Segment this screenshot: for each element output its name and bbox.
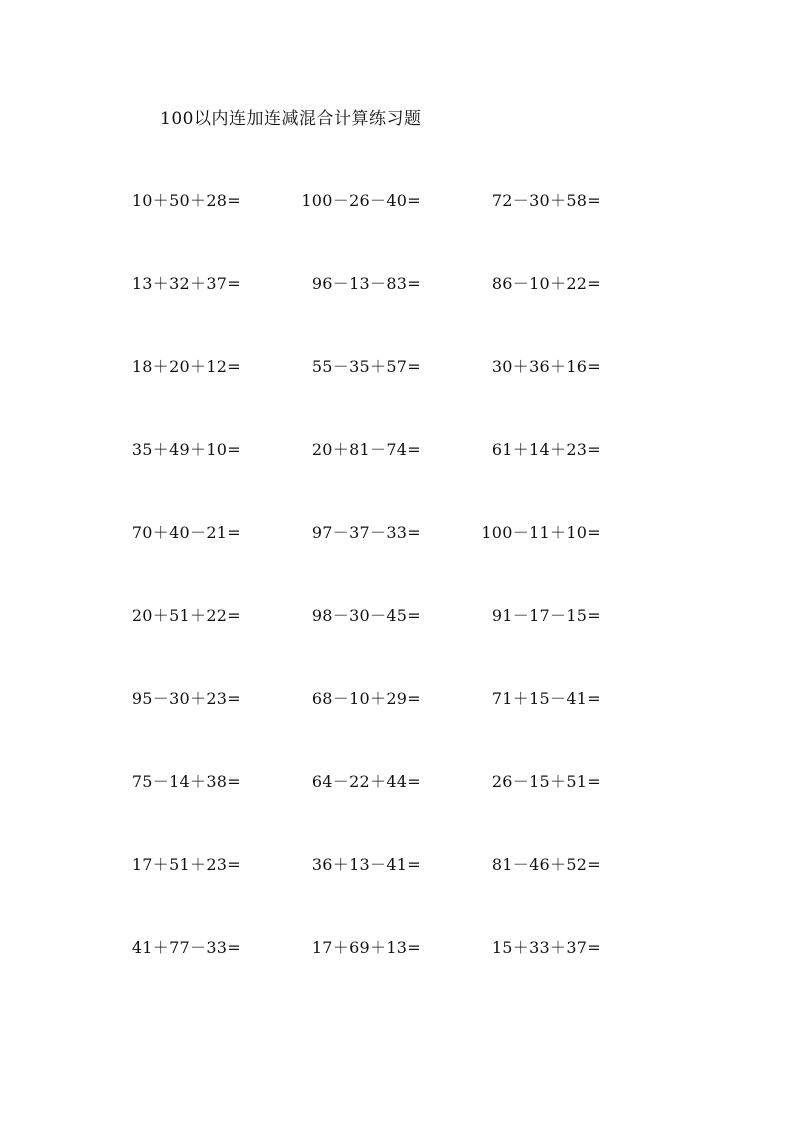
exercise-row (0, 271, 794, 354)
exercise-item: 95－30＋23= (131, 689, 241, 708)
exercise-item: 97－37－33= (311, 523, 421, 542)
exercise-item: 15＋33＋37= (491, 938, 601, 957)
exercise-row (0, 852, 794, 935)
exercise-row (0, 354, 794, 437)
exercise-row (0, 603, 794, 686)
exercise-row (0, 520, 794, 603)
exercise-item: 13＋32＋37= (131, 274, 241, 293)
exercise-item: 55－35＋57= (311, 357, 421, 376)
exercise-item: 18＋20＋12= (131, 357, 241, 376)
exercise-item: 100－11＋10= (481, 523, 601, 542)
exercise-item: 70＋40－21= (131, 523, 241, 542)
exercise-item: 64－22＋44= (311, 772, 421, 791)
exercise-item: 91－17－15= (491, 606, 601, 625)
exercise-item: 17＋69＋13= (311, 938, 421, 957)
exercise-item: 17＋51＋23= (131, 855, 241, 874)
exercise-item: 86－10＋22= (491, 274, 601, 293)
exercise-item: 72－30＋58= (491, 191, 601, 210)
exercise-grid (0, 188, 794, 1018)
exercise-item: 75－14＋38= (131, 772, 241, 791)
exercise-item: 36＋13－41= (311, 855, 421, 874)
exercise-item: 68－10＋29= (311, 689, 421, 708)
exercise-item: 35＋49＋10= (131, 440, 241, 459)
exercise-row (0, 437, 794, 520)
exercise-row (0, 686, 794, 769)
exercise-row (0, 188, 794, 271)
exercise-item: 100－26－40= (301, 191, 421, 210)
page-title: 100以内连加连减混合计算练习题 (160, 109, 422, 129)
exercise-item: 20＋51＋22= (131, 606, 241, 625)
exercise-item: 98－30－45= (311, 606, 421, 625)
exercise-item: 71＋15－41= (491, 689, 601, 708)
exercise-row (0, 769, 794, 852)
exercise-row (0, 935, 794, 1018)
exercise-item: 96－13－83= (311, 274, 421, 293)
exercise-item: 30＋36＋16= (491, 357, 601, 376)
exercise-item: 26－15＋51= (491, 772, 601, 791)
exercise-item: 81－46＋52= (491, 855, 601, 874)
exercise-item: 10＋50＋28= (131, 191, 241, 210)
exercise-item: 41＋77－33= (131, 938, 241, 957)
exercise-item: 20＋81－74= (311, 440, 421, 459)
exercise-item: 61＋14＋23= (491, 440, 601, 459)
